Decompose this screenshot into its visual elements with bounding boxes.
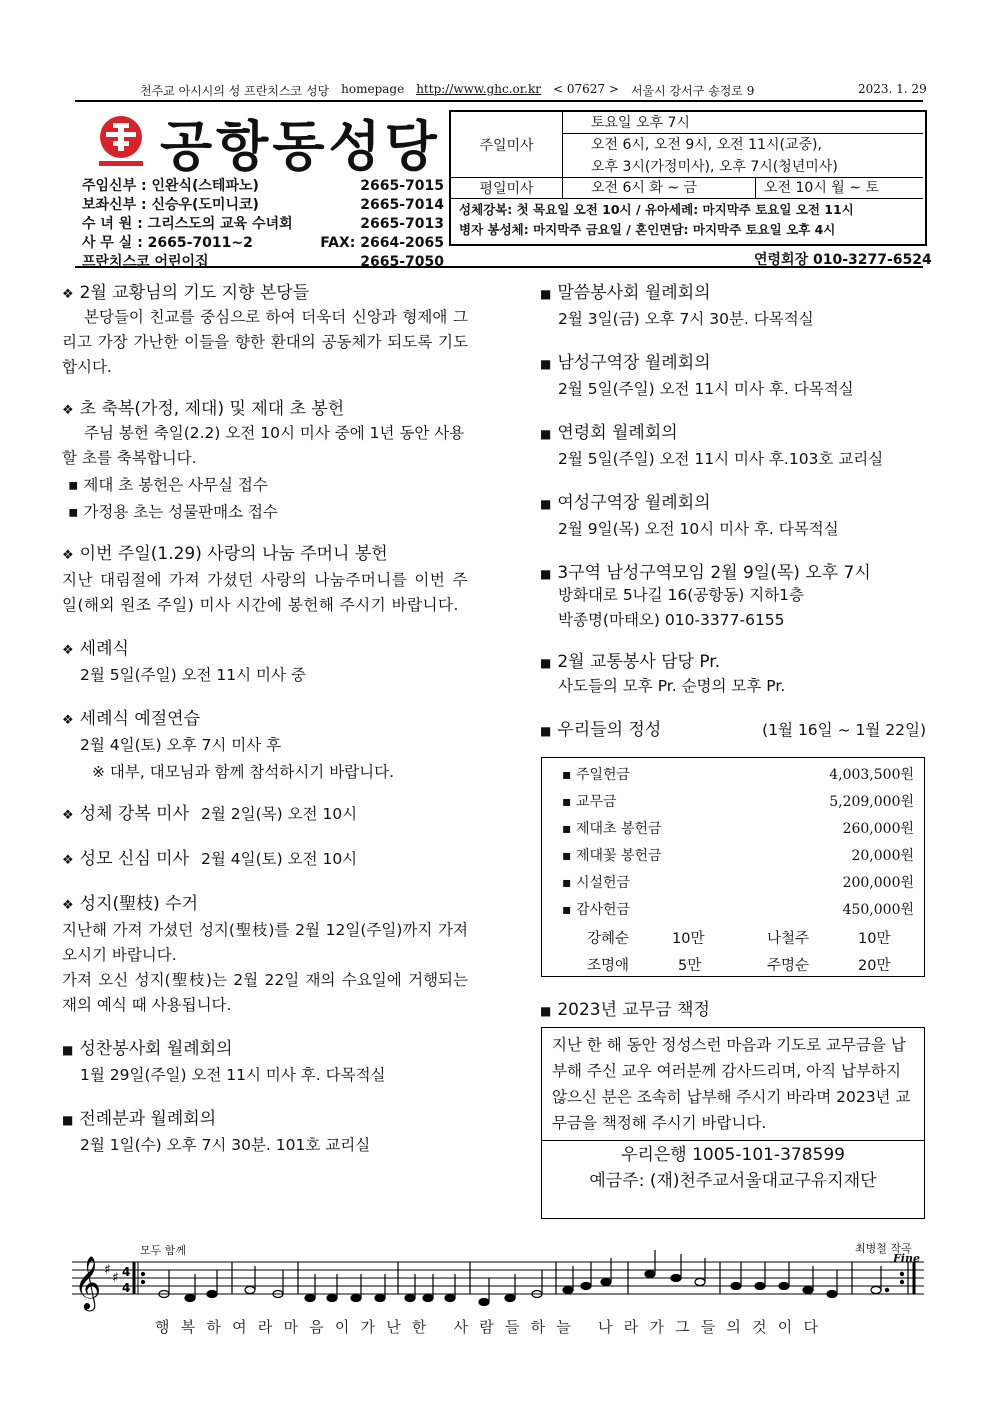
section-body: 본당들이 친교를 중심으로 하여 더욱더 신앙과 형제애 그리고 가장 가난한 이들을 향한 환대의 공동체가 되도록 기도합시다. bbox=[62, 308, 468, 376]
parish-name: 천주교 아시시의 성 프란치스코 성당 bbox=[140, 84, 330, 98]
section-body: 가져 오신 성지(聖枝)는 2월 22일 재의 수요일에 거행되는 재의 예식 때 사용됩니다. bbox=[62, 971, 468, 1014]
square-bullet-icon: ■ bbox=[540, 497, 552, 511]
treble-clef-icon: 𝄞 bbox=[74, 1255, 102, 1309]
page-title: 공항동성당 bbox=[160, 115, 441, 178]
section-body: 2월 5일(주일) 오전 11시 미사 후.103호 교리실 bbox=[558, 450, 884, 468]
staff-directory bbox=[82, 177, 444, 272]
square-bullet-icon: ▪ bbox=[562, 767, 572, 783]
section-heading: ❖ 성모 신심 미사 2월 4일(토) 오전 10시 bbox=[62, 849, 358, 869]
section-body: 지난 대림절에 가져 가셨던 사랑의 나눔주머니를 이번 주일(해외 원조 주일) 미사 시간에 봉헌해 주시기 바랍니다. bbox=[62, 571, 468, 614]
offering-row: ▪ 주일헌금 4,003,500원 bbox=[562, 767, 914, 783]
section-heading: ❖ 성체 강복 미사 2월 2일(목) 오전 10시 bbox=[62, 804, 358, 824]
score-label: 모두 함께 bbox=[140, 1244, 187, 1257]
fine-marking: Fine bbox=[893, 1252, 920, 1265]
staff-row: 주임신부 : 인완식(스테파노) 2665-7015 bbox=[82, 178, 444, 194]
section-heading: ■ 말씀봉사회 월례회의 bbox=[540, 283, 711, 303]
weekday-time-2: 오전 10시 월 ~ 토 bbox=[756, 178, 923, 199]
offering-table bbox=[541, 757, 925, 977]
square-bullet-icon: ■ bbox=[62, 1113, 74, 1127]
tithe-notice-text: 지난 한 해 동안 정성스런 마음과 기도로 교무금을 납부해 주신 교우 여러분께 감사드리며, 아직 납부하지 않으신 분은 조속히 납부해 주시기 바라며 2023년 교무금을 책정해 주시기 바랍니다. bbox=[542, 1028, 924, 1141]
postal-code: < 07627 > bbox=[553, 82, 619, 96]
square-bullet-icon: ■ bbox=[540, 357, 552, 371]
square-bullet-icon: ■ bbox=[540, 287, 552, 301]
parish-logo-icon bbox=[93, 113, 149, 169]
association-contact: 연령회장 010-3277-6524 bbox=[754, 252, 932, 268]
sacrament-notes: 성체강복: 첫 목요일 오전 10시 / 유아세례: 마지막주 토요일 오전 11시 병자 봉성체: 마지막주 금요일 / 혼인면담: 마지막주 토요일 오후 4시 bbox=[459, 202, 854, 237]
section-heading: ■ 연령회 월례회의 bbox=[540, 423, 678, 443]
section-body: 2월 5일(주일) 오전 11시 미사 후. 다목적실 bbox=[558, 380, 854, 398]
square-bullet-icon: ■ bbox=[540, 1004, 552, 1018]
music-staff bbox=[72, 1240, 928, 1370]
sunday-sat: 토요일 오후 7시 bbox=[563, 112, 923, 134]
section-heading: ■ 남성구역장 월례회의 bbox=[540, 353, 711, 373]
section-body: 주님 봉헌 축일(2.2) 오전 10시 미사 중에 1년 동안 사용할 초를 축복합니다. bbox=[62, 424, 465, 467]
diamond-bullet-icon: ❖ bbox=[62, 853, 74, 868]
section-body: 지난해 가져 가셨던 성지(聖枝)를 2월 12일(주일)까지 가져 오시기 바랍니다. bbox=[62, 921, 468, 964]
offering-row: ▪ 시설헌금 200,000원 bbox=[562, 875, 914, 891]
svg-text:4: 4 bbox=[122, 1265, 131, 1279]
section-body: 1월 29일(주일) 오전 11시 미사 후. 다목적실 bbox=[80, 1066, 386, 1084]
composer: 최병철 작곡 bbox=[855, 1242, 912, 1255]
square-bullet-icon: ■ bbox=[540, 427, 552, 441]
donor-amount: 10만 bbox=[672, 931, 705, 947]
lyrics-line: 행복하여라마음이가난한 사람들하늘 나라가그들의것이다 bbox=[155, 1318, 830, 1336]
list-item: ▪ 제대 초 봉헌은 사무실 접수 bbox=[68, 476, 268, 494]
offering-row: ▪ 제대꽃 봉헌금 20,000원 bbox=[562, 848, 914, 864]
section-heading: ■ 우리들의 정성 (1월 16일 ~ 1월 22일) bbox=[540, 720, 926, 740]
square-bullet-icon: ■ bbox=[540, 724, 552, 738]
section-body: 사도들의 모후 Pr. 순명의 모후 Pr. bbox=[558, 677, 786, 695]
donor-name: 주명순 bbox=[767, 958, 810, 974]
square-bullet-icon: ▪ bbox=[562, 821, 572, 837]
mass-schedule-table bbox=[449, 110, 927, 246]
diamond-bullet-icon: ❖ bbox=[62, 548, 74, 563]
section-body: 2월 4일(토) 오후 7시 미사 후 bbox=[80, 736, 282, 754]
section-heading: ❖ 초 축복(가정, 제대) 및 제대 초 봉헌 bbox=[62, 399, 345, 419]
diamond-bullet-icon: ❖ bbox=[62, 287, 74, 302]
svg-text:4: 4 bbox=[122, 1281, 131, 1295]
header-rule bbox=[75, 100, 923, 102]
square-bullet-icon: ▪ bbox=[562, 848, 572, 864]
diamond-bullet-icon: ❖ bbox=[62, 713, 74, 728]
square-bullet-icon: ■ bbox=[540, 567, 552, 581]
diamond-bullet-icon: ❖ bbox=[62, 898, 74, 913]
svg-text:♯: ♯ bbox=[104, 1262, 111, 1278]
left-column bbox=[62, 278, 468, 1158]
offering-period: (1월 16일 ~ 1월 22일) bbox=[762, 721, 926, 739]
section-heading: ❖ 세례식 예절연습 bbox=[62, 709, 201, 729]
section-heading: ■ 전례분과 월례회의 bbox=[62, 1109, 217, 1129]
staff-row: 수 녀 원 : 그리스도의 교육 수녀회 2665-7013 bbox=[82, 216, 444, 232]
offering-row: ▪ 감사헌금 450,000원 bbox=[562, 902, 914, 918]
donor-name: 나철주 bbox=[767, 931, 810, 947]
section-body: 2월 9일(목) 오전 10시 미사 후. 다목적실 bbox=[558, 520, 839, 538]
header-info-line bbox=[140, 82, 930, 99]
section-heading: ❖ 이번 주일(1.29) 사랑의 나눔 주머니 봉헌 bbox=[62, 544, 388, 564]
offering-row: ▪ 교무금 5,209,000원 bbox=[562, 794, 914, 810]
section-note: ※ 대부, 대모님과 함께 참석하시기 바랍니다. bbox=[92, 763, 395, 781]
sunday-mass-label: 주일미사 bbox=[451, 112, 563, 178]
section-body: 방화대로 5나길 16(공항동) 지하1층 bbox=[558, 586, 804, 604]
tithe-notice-box bbox=[541, 1027, 925, 1219]
sunday-times: 오전 6시, 오전 9시, 오전 11시(교중), 오후 3시(가정미사), 오후 7시(청년미사) bbox=[563, 134, 923, 178]
section-heading: ❖ 성지(聖枝) 수거 bbox=[62, 894, 199, 914]
homepage-link[interactable]: http://www.ghc.or.kr bbox=[416, 82, 542, 96]
diamond-bullet-icon: ❖ bbox=[62, 643, 74, 658]
bank-account: 우리은행 1005-101-378599 예금주: (재)천주교서울대교구유지재단 bbox=[589, 1145, 877, 1191]
svg-text:♯: ♯ bbox=[112, 1270, 119, 1286]
square-bullet-icon: ■ bbox=[540, 656, 552, 670]
address: 서울시 강서구 송정로 9 bbox=[630, 84, 755, 98]
staff-row: 사 무 실 : 2665-7011~2 FAX: 2664-2065 bbox=[82, 235, 444, 251]
section-heading: ❖ 세례식 bbox=[62, 639, 129, 659]
donor-amount: 5만 bbox=[678, 958, 702, 974]
section-heading: ❖ 2월 교황님의 기도 지향 본당들 bbox=[62, 283, 310, 303]
square-bullet-icon: ▪ bbox=[562, 875, 572, 891]
issue-date: 2023. 1. 29 bbox=[858, 82, 927, 96]
section-body: 박종명(마태오) 010-3377-6155 bbox=[558, 611, 785, 629]
diamond-bullet-icon: ❖ bbox=[62, 808, 74, 823]
section-heading: ■ 2023년 교무금 책정 bbox=[540, 1000, 710, 1020]
weekday-time-1: 오전 6시 화 ~ 금 bbox=[563, 178, 756, 199]
offering-row: ▪ 제대초 봉헌금 260,000원 bbox=[562, 821, 914, 837]
section-body: 2월 1일(수) 오후 7시 30분. 101호 교리실 bbox=[80, 1136, 371, 1154]
homepage-label: homepage bbox=[341, 82, 405, 96]
square-bullet-icon: ■ bbox=[62, 1043, 74, 1057]
donor-amount: 10만 bbox=[858, 931, 891, 947]
section-heading: ■ 여성구역장 월례회의 bbox=[540, 493, 711, 513]
section-body: 2월 5일(주일) 오전 11시 미사 중 bbox=[80, 666, 306, 684]
donor-amount: 20만 bbox=[858, 958, 891, 974]
weekday-mass-label: 평일미사 bbox=[451, 178, 563, 199]
staff-row: 보좌신부 : 신승우(도미니코) 2665-7014 bbox=[82, 197, 444, 213]
donor-name: 강혜순 bbox=[587, 931, 630, 947]
staff-row: 프란치스코 어린이집 2665-7050 bbox=[82, 254, 444, 270]
diamond-bullet-icon: ❖ bbox=[62, 403, 74, 418]
section-body: 2월 3일(금) 오후 7시 30분. 다목적실 bbox=[558, 310, 814, 328]
section-heading: ■ 성찬봉사회 월례회의 bbox=[62, 1039, 233, 1059]
square-bullet-icon: ▪ bbox=[562, 902, 572, 918]
section-heading: ■ 2월 교통봉사 담당 Pr. bbox=[540, 652, 721, 672]
right-column bbox=[540, 278, 926, 740]
list-item: ▪ 가정용 초는 성물판매소 접수 bbox=[68, 503, 278, 521]
donor-name: 조명애 bbox=[587, 958, 630, 974]
section-heading: ■ 3구역 남성구역모임 2월 9일(목) 오후 7시 bbox=[540, 563, 871, 583]
square-bullet-icon: ▪ bbox=[562, 794, 572, 810]
